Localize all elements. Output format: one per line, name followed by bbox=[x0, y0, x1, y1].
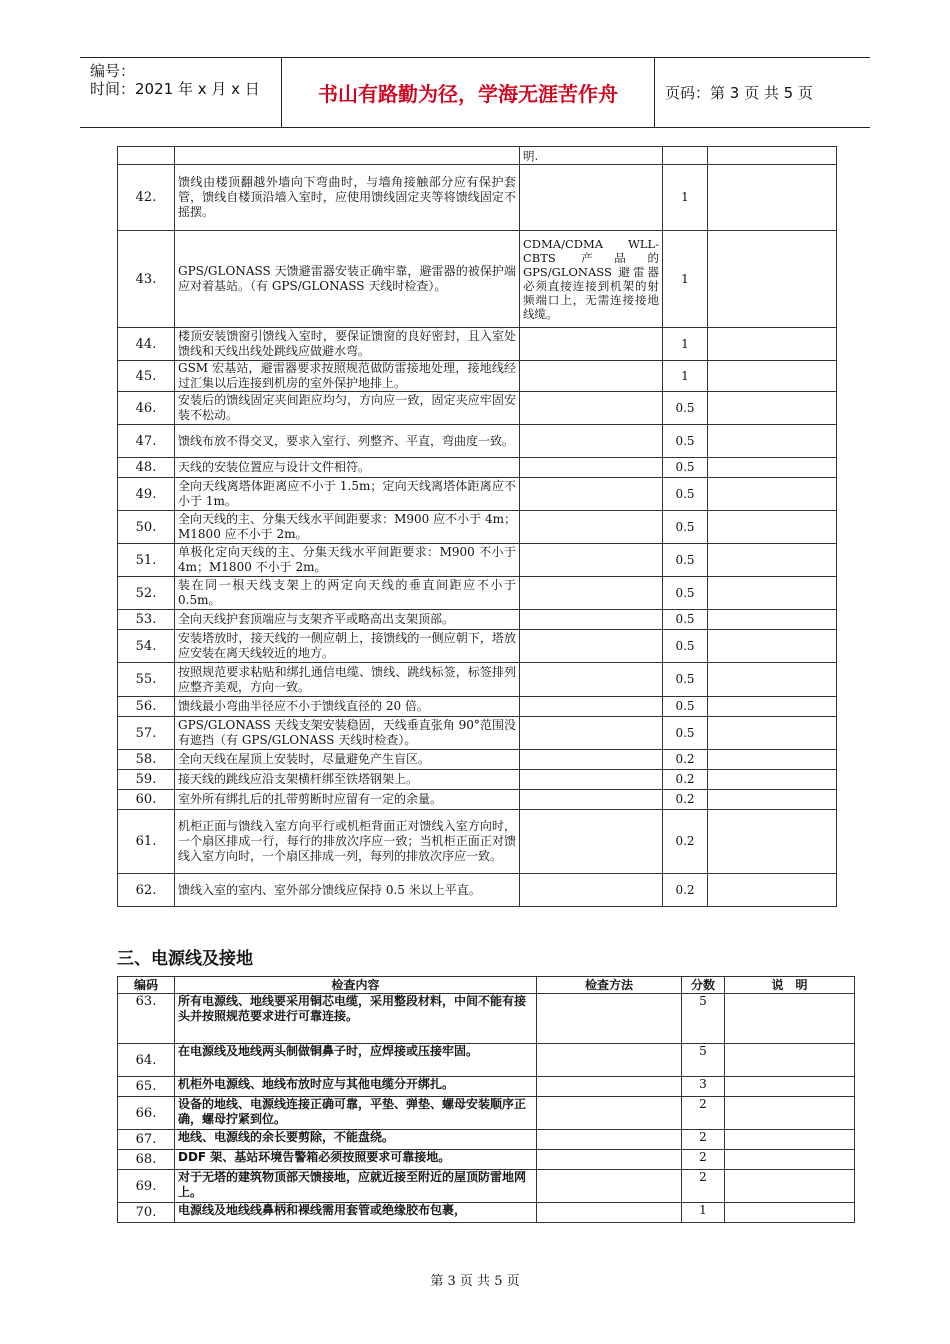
note-cell bbox=[708, 458, 837, 478]
row-number: 50. bbox=[118, 511, 175, 544]
table-row bbox=[118, 770, 837, 790]
page-header bbox=[80, 57, 870, 128]
row-number: 69. bbox=[118, 1170, 175, 1203]
check-content: 全向天线护套顶端应与支架齐平或略高出支架顶部。 bbox=[175, 610, 520, 630]
check-content: GPS/GLONASS 天线支架安装稳固，天线垂直张角 90°范围没有遮挡（有 GPS/GLONASS 天线时检查）。 bbox=[175, 717, 520, 750]
row-number: 56. bbox=[118, 697, 175, 717]
note-cell bbox=[708, 610, 837, 630]
row-number: 42. bbox=[118, 165, 175, 231]
check-method bbox=[520, 165, 663, 231]
score-cell: 2 bbox=[682, 1170, 725, 1203]
check-method bbox=[537, 1077, 682, 1097]
check-method bbox=[520, 425, 663, 458]
table-row bbox=[118, 511, 837, 544]
row-number: 44. bbox=[118, 328, 175, 361]
score-cell: 2 bbox=[682, 1097, 725, 1130]
score-cell: 0.2 bbox=[663, 750, 708, 770]
row-number: 45. bbox=[118, 361, 175, 392]
check-method bbox=[520, 328, 663, 361]
score-cell: 0.5 bbox=[663, 425, 708, 458]
note-cell bbox=[725, 1203, 855, 1223]
table-header-row bbox=[118, 977, 855, 994]
check-content: 机柜外电源线、地线布放时应与其他电缆分开绑扎。 bbox=[175, 1077, 537, 1097]
score-cell: 0.2 bbox=[663, 770, 708, 790]
check-method bbox=[537, 1203, 682, 1223]
note-cell bbox=[708, 790, 837, 810]
check-method bbox=[520, 544, 663, 577]
table-row bbox=[118, 165, 837, 231]
power-grounding-table bbox=[117, 976, 855, 1223]
score-cell: 0.5 bbox=[663, 663, 708, 697]
table-row bbox=[118, 458, 837, 478]
table-row bbox=[118, 544, 837, 577]
check-method bbox=[520, 770, 663, 790]
note-cell bbox=[708, 361, 837, 392]
row-number: 46. bbox=[118, 392, 175, 425]
note-cell bbox=[708, 165, 837, 231]
table-row bbox=[118, 790, 837, 810]
table-row bbox=[118, 1077, 855, 1097]
score-cell: 3 bbox=[682, 1077, 725, 1097]
check-content: 所有电源线、地线要采用铜芯电缆，采用整段材料，中间不能有接头并按照规范要求进行可靠连接。 bbox=[175, 994, 537, 1044]
score-cell: 0.5 bbox=[663, 392, 708, 425]
row-number: 61. bbox=[118, 810, 175, 874]
table-row bbox=[118, 1097, 855, 1130]
row-number: 66. bbox=[118, 1097, 175, 1130]
check-method bbox=[520, 874, 663, 907]
header-content: 检查内容 bbox=[175, 977, 537, 994]
score-cell: 0.2 bbox=[663, 810, 708, 874]
note-cell bbox=[708, 663, 837, 697]
check-content: 地线、电源线的余长要剪除，不能盘绕。 bbox=[175, 1130, 537, 1150]
check-content: 楼顶安装馈窗引馈线入室时，要保证馈窗的良好密封，且入室处馈线和天线出线处跳线应做避水弯。 bbox=[175, 328, 520, 361]
inspection-table-continued bbox=[117, 146, 837, 907]
check-method bbox=[537, 1130, 682, 1150]
row-number: 67. bbox=[118, 1130, 175, 1150]
row-number: 43. bbox=[118, 231, 175, 328]
table-row bbox=[118, 810, 837, 874]
check-content: 对于无塔的建筑物顶部天馈接地，应就近接至附近的屋顶防雷地网上。 bbox=[175, 1170, 537, 1203]
motto: 书山有路勤为径，学海无涯苦作舟 bbox=[282, 58, 655, 127]
check-method bbox=[520, 361, 663, 392]
check-method bbox=[520, 577, 663, 610]
row-number: 60. bbox=[118, 790, 175, 810]
note-cell bbox=[725, 1077, 855, 1097]
check-content: 全向天线的主、分集天线水平间距要求：M900 应不小于 4m；M1800 应不小于 2m。 bbox=[175, 511, 520, 544]
check-content: GPS/GLONASS 天馈避雷器安装正确牢靠，避雷器的被保护端应对着基站。（有 GPS/GLONASS 天线时检查）。 bbox=[175, 231, 520, 328]
check-method bbox=[520, 790, 663, 810]
note-cell bbox=[708, 810, 837, 874]
check-content: 机柜正面与馈线入室方向平行或机柜背面正对馈线入室方向时，一个扇区排成一行，每行的排放次序应一致；当机柜正面正对馈线入室方向时，一个扇区排成一列，每列的排放次序应一致。 bbox=[175, 810, 520, 874]
check-method bbox=[520, 392, 663, 425]
table-row bbox=[118, 1130, 855, 1150]
score-cell: 0.5 bbox=[663, 458, 708, 478]
table-row bbox=[118, 750, 837, 770]
check-content: 室外所有绑扎后的扎带剪断时应留有一定的余量。 bbox=[175, 790, 520, 810]
table-row bbox=[118, 577, 837, 610]
table-row bbox=[118, 1150, 855, 1170]
row-number: 52. bbox=[118, 577, 175, 610]
check-content: 全向天线离塔体距离应不小于 1.5m；定向天线离塔体距离应不小于 1m。 bbox=[175, 478, 520, 511]
table-row bbox=[118, 697, 837, 717]
score-cell: 0.2 bbox=[663, 790, 708, 810]
note-cell bbox=[708, 478, 837, 511]
table-row bbox=[118, 994, 855, 1044]
table-row bbox=[118, 874, 837, 907]
score-cell: 0.2 bbox=[663, 874, 708, 907]
table-row bbox=[118, 478, 837, 511]
check-method bbox=[520, 458, 663, 478]
note-cell bbox=[725, 1170, 855, 1203]
table-row bbox=[118, 392, 837, 425]
check-content: 馈线入室的室内、室外部分馈线应保持 0.5 米以上平直。 bbox=[175, 874, 520, 907]
check-method bbox=[520, 717, 663, 750]
score-cell: 0.5 bbox=[663, 544, 708, 577]
table-row bbox=[118, 328, 837, 361]
row-number: 64. bbox=[118, 1044, 175, 1077]
check-method bbox=[520, 750, 663, 770]
check-content: 天线的安装位置应与设计文件相符。 bbox=[175, 458, 520, 478]
score-cell: 0.5 bbox=[663, 697, 708, 717]
header-score: 分数 bbox=[682, 977, 725, 994]
table-row bbox=[118, 361, 837, 392]
check-method bbox=[537, 1097, 682, 1130]
check-content: 接天线的跳线应沿支架横杆绑至铁塔钢架上。 bbox=[175, 770, 520, 790]
score-cell: 1 bbox=[663, 165, 708, 231]
score-cell: 0.5 bbox=[663, 610, 708, 630]
score-cell: 0.5 bbox=[663, 717, 708, 750]
note-cell bbox=[708, 392, 837, 425]
score-cell: 5 bbox=[682, 1044, 725, 1077]
check-content: 全向天线在屋顶上安装时，尽量避免产生盲区。 bbox=[175, 750, 520, 770]
note-cell bbox=[708, 697, 837, 717]
note-cell bbox=[708, 511, 837, 544]
note-cell bbox=[725, 994, 855, 1044]
time-label: 时间：2021 年 x 月 x 日 bbox=[90, 80, 260, 98]
check-content: 馈线布放不得交叉，要求入室行、列整齐、平直，弯曲度一致。 bbox=[175, 425, 520, 458]
check-method bbox=[537, 1150, 682, 1170]
table-row bbox=[118, 147, 837, 165]
table-row bbox=[118, 610, 837, 630]
check-method bbox=[520, 630, 663, 663]
check-content: 装在同一根天线支架上的两定向天线的垂直间距应不小于 0.5m。 bbox=[175, 577, 520, 610]
table-row bbox=[118, 630, 837, 663]
score-cell: 2 bbox=[682, 1130, 725, 1150]
check-content: 馈线由楼顶翻越外墙向下弯曲时，与墙角接触部分应有保护套管，馈线自楼顶沿墙入室时，应使用馈线固定夹等将馈线固定不摇摆。 bbox=[175, 165, 520, 231]
score-cell: 1 bbox=[682, 1203, 725, 1223]
row-number: 48. bbox=[118, 458, 175, 478]
check-method bbox=[520, 810, 663, 874]
table-row bbox=[118, 717, 837, 750]
row-number: 65. bbox=[118, 1077, 175, 1097]
check-method bbox=[520, 478, 663, 511]
check-content: 电源线及地线线鼻柄和裸线需用套管或绝缘胶布包裹， bbox=[175, 1203, 537, 1223]
number-label: 编号： bbox=[90, 62, 136, 80]
table-row bbox=[118, 425, 837, 458]
table-row bbox=[118, 1203, 855, 1223]
row-number: 57. bbox=[118, 717, 175, 750]
check-method bbox=[537, 1044, 682, 1077]
row-number: 62. bbox=[118, 874, 175, 907]
note-cell bbox=[725, 1150, 855, 1170]
table-row bbox=[118, 1170, 855, 1203]
check-method bbox=[520, 610, 663, 630]
table-row bbox=[118, 231, 837, 328]
row-number: 68. bbox=[118, 1150, 175, 1170]
check-content: 单极化定向天线的主、分集天线水平间距要求：M900 不小于 4m；M1800 不小于 2m。 bbox=[175, 544, 520, 577]
row-number: 55. bbox=[118, 663, 175, 697]
check-content: 馈线最小弯曲半径应不小于馈线直径的 20 倍。 bbox=[175, 697, 520, 717]
row-number: 70. bbox=[118, 1203, 175, 1223]
score-cell: 0.5 bbox=[663, 511, 708, 544]
header-code: 编码 bbox=[118, 977, 175, 994]
table-row bbox=[118, 663, 837, 697]
row-number: 51. bbox=[118, 544, 175, 577]
row-number: 58. bbox=[118, 750, 175, 770]
score-cell: 2 bbox=[682, 1150, 725, 1170]
check-method: CDMA/CDMA WLL-CBTS 产品的 GPS/GLONASS 避雷器必须直接连接到机架的射频端口上，无需连接接地线缆。 bbox=[520, 231, 663, 328]
note-cell bbox=[708, 770, 837, 790]
note-cell bbox=[708, 544, 837, 577]
check-content: 设备的地线、电源线连接正确可靠，平垫、弹垫、螺母安装顺序正确，螺母拧紧到位。 bbox=[175, 1097, 537, 1130]
method-cell: 明. bbox=[520, 147, 663, 165]
note-cell bbox=[708, 425, 837, 458]
check-method bbox=[520, 511, 663, 544]
score-cell: 1 bbox=[663, 328, 708, 361]
check-method bbox=[537, 994, 682, 1044]
score-cell: 0.5 bbox=[663, 478, 708, 511]
page-footer: 第 3 页 共 5 页 bbox=[430, 1274, 520, 1289]
check-content: DDF 架、基站环境告警箱必须按照要求可靠接地。 bbox=[175, 1150, 537, 1170]
row-number: 53. bbox=[118, 610, 175, 630]
note-cell bbox=[725, 1097, 855, 1130]
row-number: 63. bbox=[118, 994, 175, 1044]
note-cell bbox=[708, 328, 837, 361]
row-number: 54. bbox=[118, 630, 175, 663]
note-cell bbox=[708, 231, 837, 328]
row-number: 47. bbox=[118, 425, 175, 458]
check-content: 在电源线及地线两头制做铜鼻子时，应焊接或压接牢固。 bbox=[175, 1044, 537, 1077]
check-content: 安装塔放时，接天线的一侧应朝上，接馈线的一侧应朝下，塔放应安装在离天线较近的地方。 bbox=[175, 630, 520, 663]
check-content: 按照规范要求粘贴和绑扎通信电缆、馈线、跳线标签，标签排列应整齐美观，方向一致。 bbox=[175, 663, 520, 697]
header-method: 检查方法 bbox=[537, 977, 682, 994]
check-method bbox=[520, 663, 663, 697]
note-cell bbox=[708, 577, 837, 610]
header-meta bbox=[80, 58, 282, 127]
score-cell: 0.5 bbox=[663, 577, 708, 610]
section-title: 三、电源线及接地 bbox=[117, 949, 253, 969]
row-number: 59. bbox=[118, 770, 175, 790]
check-content: GSM 宏基站，避雷器要求按照规范做防雷接地处理，接地线经过汇集以后连接到机房的室外保护地排上。 bbox=[175, 361, 520, 392]
check-method bbox=[520, 697, 663, 717]
note-cell bbox=[725, 1044, 855, 1077]
note-cell bbox=[708, 717, 837, 750]
note-cell bbox=[708, 630, 837, 663]
page-info: 页码：第 3 页 共 5 页 bbox=[665, 84, 813, 102]
note-cell bbox=[708, 874, 837, 907]
row-number: 49. bbox=[118, 478, 175, 511]
check-method bbox=[537, 1170, 682, 1203]
header-note: 说 明 bbox=[725, 977, 855, 994]
score-cell: 0.5 bbox=[663, 630, 708, 663]
score-cell: 5 bbox=[682, 994, 725, 1044]
note-cell bbox=[725, 1130, 855, 1150]
note-cell bbox=[708, 750, 837, 770]
score-cell: 1 bbox=[663, 361, 708, 392]
score-cell: 1 bbox=[663, 231, 708, 328]
check-content: 安装后的馈线固定夹间距应均匀，方向应一致，固定夹应牢固安装不松动。 bbox=[175, 392, 520, 425]
table-row bbox=[118, 1044, 855, 1077]
